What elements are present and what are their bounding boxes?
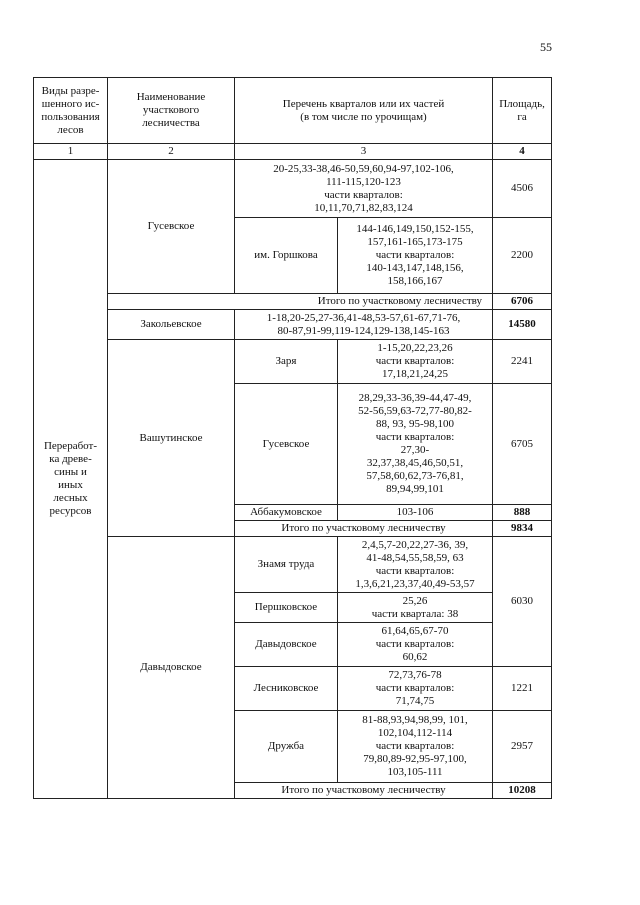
header-forestry-text: Наименование участкового лесничества xyxy=(136,91,206,129)
forestry-zakolievskoe: Закольевское xyxy=(108,310,235,340)
abbakumovskoe-quarters: 103-106 xyxy=(338,505,493,521)
col-number-1: 1 xyxy=(34,144,108,160)
gusevskoe-total-area: 6706 xyxy=(493,294,552,310)
header-quarters-text: Перечень кварталов или их частей (в том числе по урочищам) xyxy=(282,97,445,123)
header-use-type xyxy=(34,78,108,144)
tract-pershkovskoe: Першковское xyxy=(235,593,338,623)
total-row xyxy=(34,294,552,310)
header-forestry xyxy=(108,78,235,144)
gorshkova-area: 2200 xyxy=(493,218,552,294)
gusevskoe-quarters xyxy=(235,160,493,218)
druzhba-area: 2957 xyxy=(493,711,552,783)
use-type-text: Переработ- ка древе- сины и иных лесных ресурсов xyxy=(43,440,97,517)
zakolievskoe-area: 14580 xyxy=(493,310,552,340)
druzhba-quarters-text: 81-88,93,94,98,99, 101, 102,104,112-114 части кварталов: 79,80,89-92,95-97,100, 103,105-111 xyxy=(362,714,468,778)
pershkovskoe-quarters-text: 25,26 части квартала: 38 xyxy=(371,594,459,620)
zarya-quarters xyxy=(338,340,493,384)
forestry-davydovskoe: Давыдовское xyxy=(108,537,235,799)
header-area xyxy=(493,78,552,144)
vashutinskoe-gusevskoe-quarters-text: 28,29,33-36,39-44,47-49, 52-56,59,63-72,77-80,82- 88, 93, 95-98,100 части кварталов: 27,30- 32,37,38,45,46,50,51, 57,58,60,62,73-76,81, 89,94,99,101 xyxy=(358,392,472,495)
group-area: 6030 xyxy=(493,537,552,667)
col-number-2: 2 xyxy=(108,144,235,160)
zakolievskoe-quarters-text: 1-18,20-25,27-36,41-48,53-57,61-67,71-76, 80-87,91-99,119-124,129-138,145-163 xyxy=(266,311,461,337)
lesnikovskoe-quarters xyxy=(338,667,493,711)
lesnikovskoe-quarters-text: 72,73,76-78 части кварталов: 71,74,75 xyxy=(375,669,455,707)
davydovskoe-total-label: Итого по участковому лесничеству xyxy=(235,783,493,799)
column-number-row xyxy=(34,144,552,160)
vashutinskoe-total-label: Итого по участковому лесничеству xyxy=(235,521,493,537)
vashutinskoe-total-area: 9834 xyxy=(493,521,552,537)
znamya-truda-quarters-text: 2,4,5,7-20,22,27-36, 39, 41-48,54,55,58,59, 63 части кварталов: 1,3,6,21,23,37,40,49-53,57 xyxy=(355,538,475,590)
header-quarters xyxy=(235,78,493,144)
tract-zarya: Заря xyxy=(235,340,338,384)
vashutinskoe-gusevskoe-area: 6705 xyxy=(493,384,552,505)
table-row xyxy=(34,340,552,384)
zarya-quarters-text: 1-15,20,22,23,26 части кварталов: 17,18,21,24,25 xyxy=(375,342,455,380)
header-row xyxy=(34,78,552,144)
zakolievskoe-quarters xyxy=(235,310,493,340)
gorshkova-quarters-text: 144-146,149,150,152-155, 157,161-165,173-175 части кварталов: 140-143,147,148,156, 158,166,167 xyxy=(356,223,474,287)
zarya-area: 2241 xyxy=(493,340,552,384)
table-row xyxy=(34,537,552,593)
tract-abbakumovskoe: Аббакумовское xyxy=(235,505,338,521)
lesnikovskoe-area: 1221 xyxy=(493,667,552,711)
znamya-truda-quarters xyxy=(338,537,493,593)
forestry-gusevskoe: Гусевское xyxy=(108,160,235,294)
davydovskoe-total-area: 10208 xyxy=(493,783,552,799)
header-area-text: Площадь, га xyxy=(499,97,545,123)
tract-druzhba: Дружба xyxy=(235,711,338,783)
table-row xyxy=(34,160,552,218)
tract-gorshkova: им. Горшкова xyxy=(235,218,338,294)
gorshkova-quarters xyxy=(338,218,493,294)
tract-gusevskoe: Гусевское xyxy=(235,384,338,505)
col-number-3: 3 xyxy=(235,144,493,160)
vashutinskoe-gusevskoe-quarters xyxy=(338,384,493,505)
tract-lesnikovskoe: Лесниковское xyxy=(235,667,338,711)
table-row xyxy=(34,310,552,340)
forest-use-table xyxy=(33,77,552,799)
tract-znamya-truda: Знамя труда xyxy=(235,537,338,593)
tract-davydovskoe: Давыдовское xyxy=(235,623,338,667)
davydovskoe-quarters xyxy=(338,623,493,667)
gusevskoe-area: 4506 xyxy=(493,160,552,218)
davydovskoe-quarters-text: 61,64,65,67-70 части кварталов: 60,62 xyxy=(375,625,455,663)
druzhba-quarters xyxy=(338,711,493,783)
use-type-cell xyxy=(34,160,108,799)
abbakumovskoe-area: 888 xyxy=(493,505,552,521)
gusevskoe-quarters-text: 20-25,33-38,46-50,59,60,94-97,102-106, 111-115,120-123 части кварталов: 10,11,70,71,82,83,124 xyxy=(273,162,454,214)
col-number-4: 4 xyxy=(493,144,552,160)
forestry-vashutinskoe: Вашутинское xyxy=(108,340,235,537)
page-number: 55 xyxy=(540,40,552,54)
pershkovskoe-quarters xyxy=(338,593,493,623)
header-use-type-text: Виды разре- шенного ис- пользования лесов xyxy=(41,84,100,136)
gusevskoe-total-label: Итого по участковому лесничеству xyxy=(108,294,493,310)
